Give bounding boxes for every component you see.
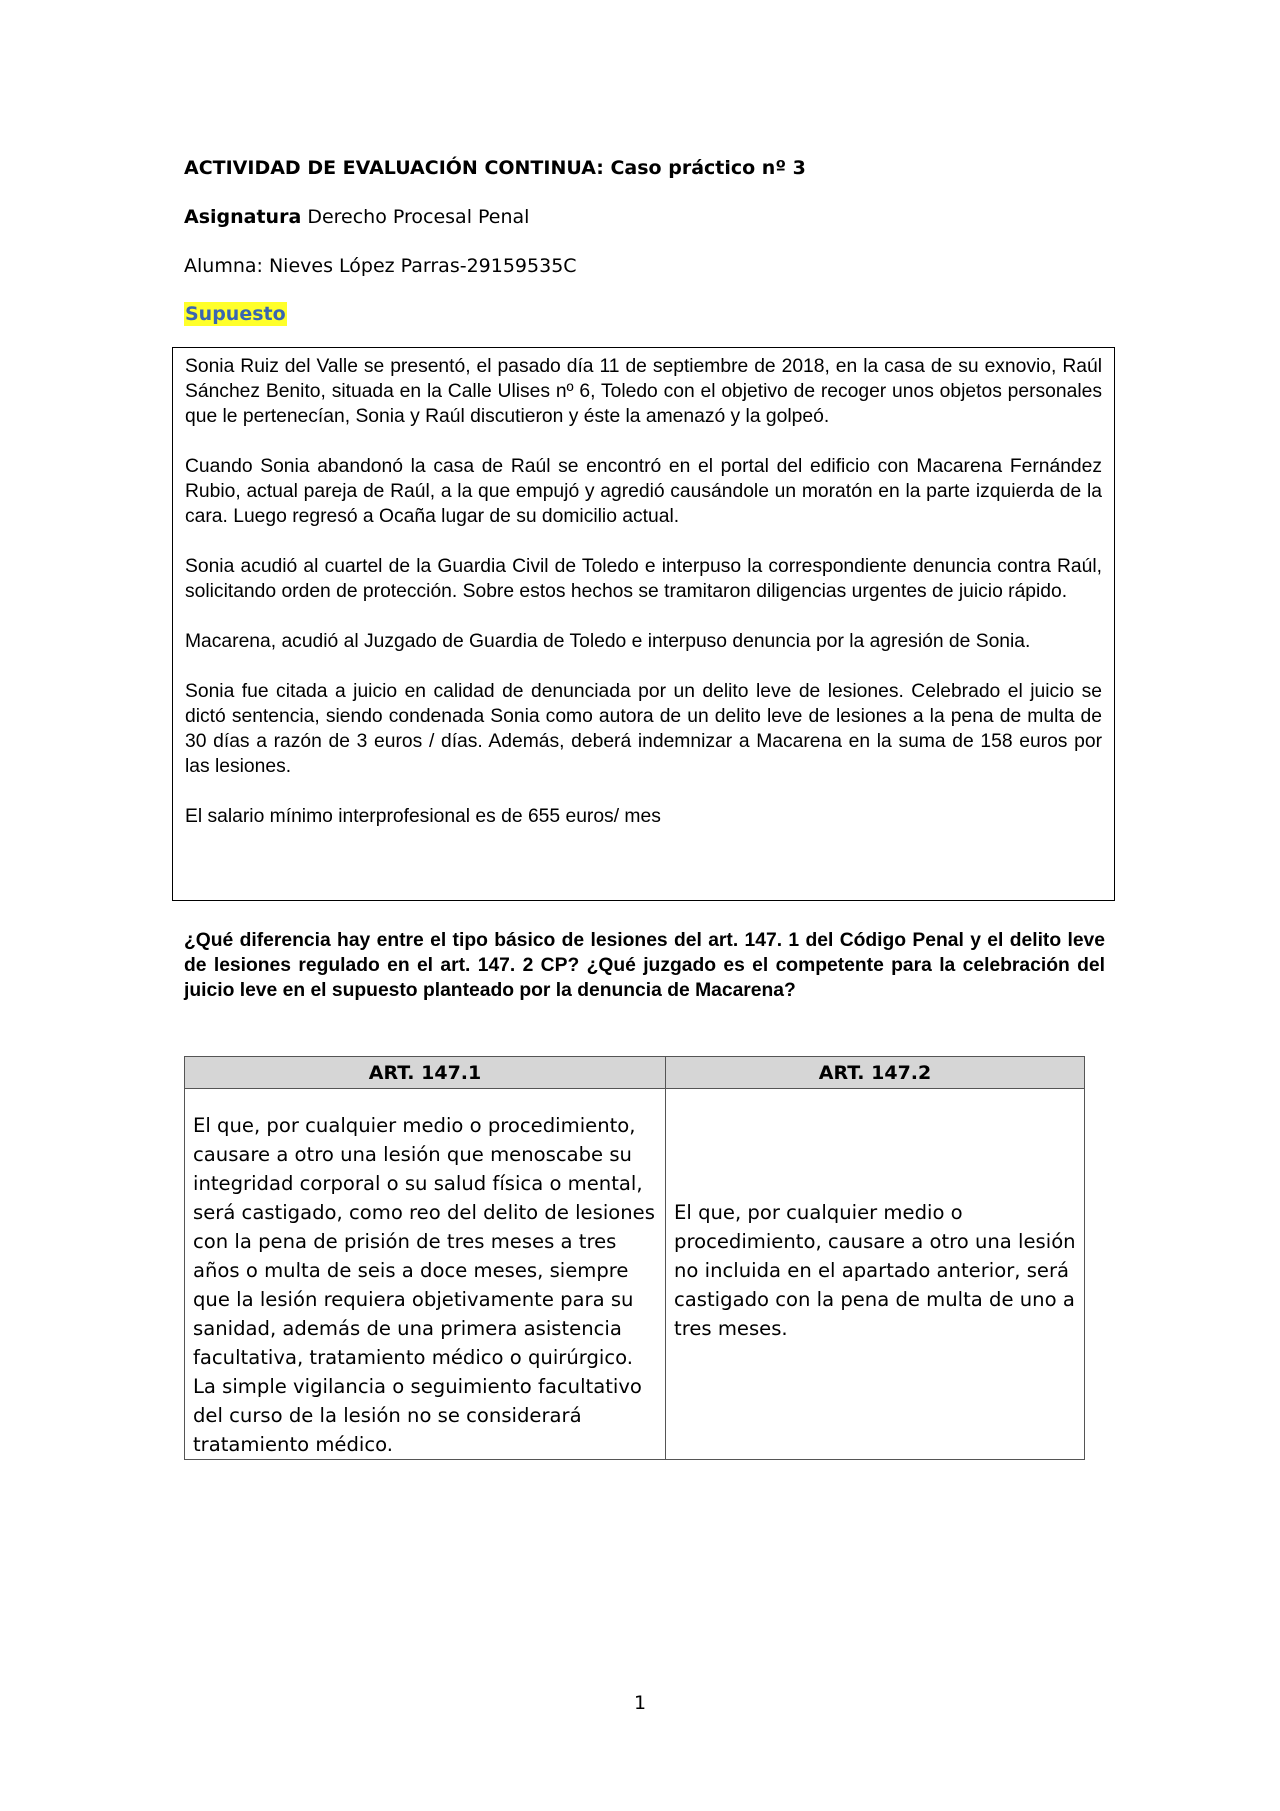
subject-value: Derecho Procesal Penal [301, 206, 530, 228]
case-statement-box [172, 347, 1115, 901]
student-line: Alumna: Nieves López Parras-29159535C [184, 255, 577, 277]
table-header-art-147-2: ART. 147.2 [666, 1057, 1085, 1089]
table-header-art-147-1: ART. 147.1 [185, 1057, 666, 1089]
title-rest: Caso práctico nº 3 [610, 157, 806, 179]
table-cell-art-147-2 [666, 1089, 1085, 1460]
art-147-2-text: El que, por cualquier medio o procedimiento, causare a otro una lesión no incluida en el apartado anterior, será castigado con la pena de multa de uno a tres meses. [674, 1201, 1076, 1340]
case-paragraph: Sonia fue citada a juicio en calidad de denunciada por un delito leve de lesiones. Celebrado el juicio se dictó sentencia, siendo condenada Sonia como autora de un delito leve de lesiones a la pena de multa de 30 días a razón de 3 euros / días. Además, deberá indemnizar a Macarena en la suma de 158 euros por las lesiones. [185, 681, 1102, 777]
table-cell-art-147-1 [185, 1089, 666, 1460]
subject-label: Asignatura [184, 206, 302, 228]
title-bold: ACTIVIDAD DE EVALUACIÓN CONTINUA: [184, 157, 611, 179]
case-paragraph: Cuando Sonia abandonó la casa de Raúl se encontró en el portal del edificio con Macarena Fernández Rubio, actual pareja de Raúl, a la que empujó y agredió causándole un moratón en la parte izquierda de la cara. Luego regresó a Ocaña lugar de su domicilio actual. [185, 456, 1102, 527]
case-paragraph: Sonia Ruiz del Valle se presentó, el pasado día 11 de septiembre de 2018, en la casa de su exnovio, Raúl Sánchez Benito, situada en la Calle Ulises nº 6, Toledo con el objetivo de recoger unos objetos personales que le pertenecían, Sonia y Raúl discutieron y éste la amenazó y la golpeó. [185, 356, 1102, 427]
question-text: ¿Qué diferencia hay entre el tipo básico de lesiones del art. 147. 1 del Código Penal y el delito leve de lesiones regulado en el art. 147. 2 CP? ¿Qué juzgado es el competente para la celebración del juicio leve en el supuesto planteado por la denuncia de Macarena? [184, 930, 1105, 1001]
section-heading-supuesto: Supuesto [185, 303, 286, 325]
document-title [184, 156, 806, 180]
table-row [185, 1089, 1085, 1460]
case-paragraph: Sonia acudió al cuartel de la Guardia Civil de Toledo e interpuso la correspondiente denuncia contra Raúl, solicitando orden de protección. Sobre estos hechos se tramitaron diligencias urgentes de juicio rápido. [185, 556, 1102, 602]
comparison-table [184, 1056, 1085, 1460]
case-paragraph: Macarena, acudió al Juzgado de Guardia de Toledo e interpuso denuncia por la agresión de Sonia. [185, 631, 1031, 652]
art-147-1-text: El que, por cualquier medio o procedimiento, causare a otro una lesión que menoscabe su integridad corporal o su salud física o mental, será castigado, como reo del delito de lesiones con la pena de prisión de tres meses a tres años o multa de seis a doce meses, siempre que la lesión requiera objetivamente para su sanidad, además de una primera asistencia facultativa, tratamiento médico o quirúrgico. La simple vigilancia o seguimiento facultativo del curso de la lesión no se considerará tratamiento médico. [193, 1114, 655, 1456]
page-number: 1 [633, 1692, 647, 1714]
subject-line [184, 205, 529, 229]
table-header-row [185, 1057, 1085, 1089]
case-paragraph: El salario mínimo interprofesional es de 655 euros/ mes [185, 806, 661, 827]
